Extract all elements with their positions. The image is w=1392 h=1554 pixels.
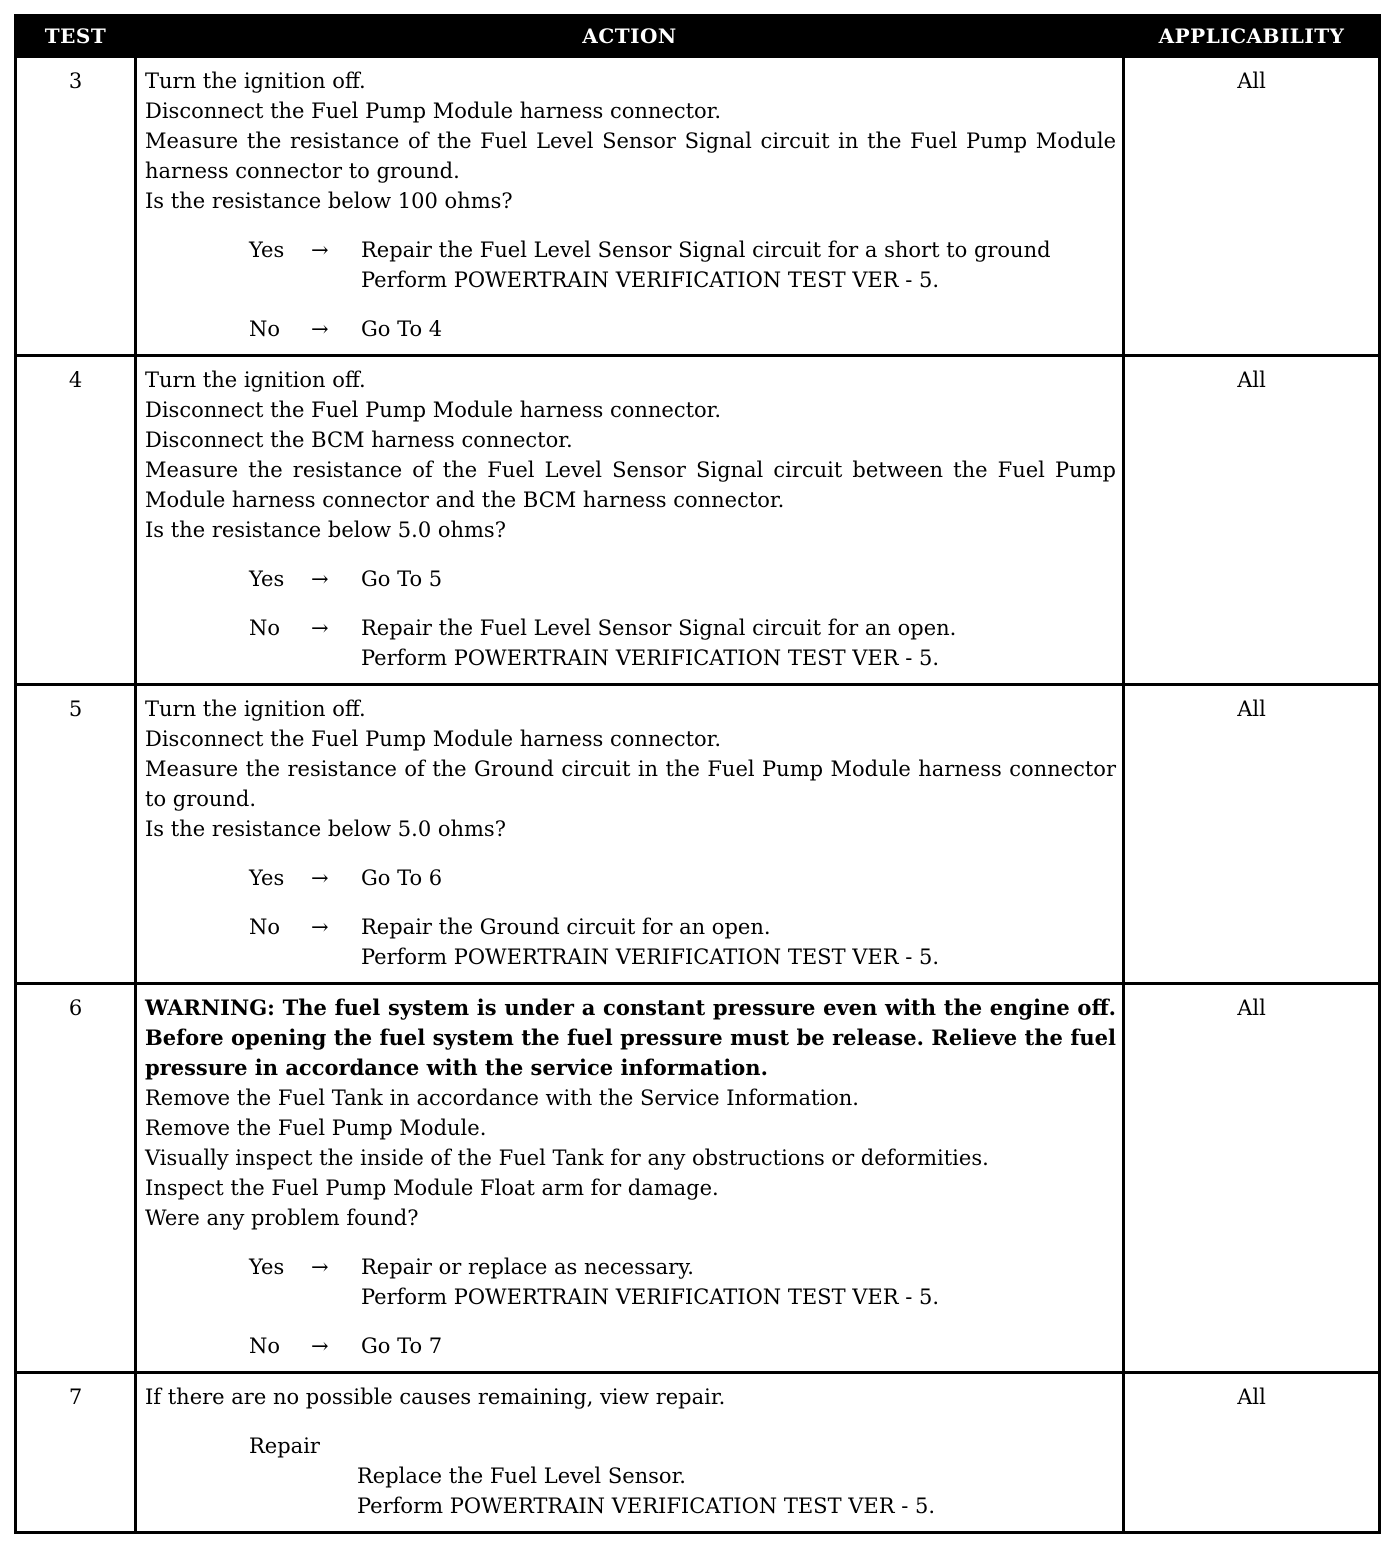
yes-result	[361, 863, 1116, 893]
yes-outcome	[249, 863, 1116, 893]
no-result-line: Perform POWERTRAIN VERIFICATION TEST VER - 5.	[361, 945, 940, 969]
no-result-line: Go To 7	[361, 1334, 443, 1358]
action-step: Remove the Fuel Tank in accordance with the Service Information.	[145, 1086, 859, 1110]
yes-label: Yes	[249, 238, 285, 262]
test-number: 4	[16, 356, 136, 685]
header-applicability: APPLICABILITY	[1124, 16, 1380, 57]
no-result	[361, 613, 1116, 673]
yes-result-line: Repair the Fuel Level Sensor Signal circuit for a short to ground	[361, 238, 1051, 262]
applicability-value: All	[1124, 984, 1380, 1373]
no-result-line: Repair the Fuel Level Sensor Signal circuit for an open.	[361, 616, 957, 640]
yes-result-line: Perform POWERTRAIN VERIFICATION TEST VER - 5.	[361, 268, 940, 292]
no-label: No	[249, 1334, 281, 1358]
yes-label: Yes	[249, 1255, 285, 1279]
repair-line: Replace the Fuel Level Sensor.	[357, 1464, 686, 1488]
no-outcome	[249, 613, 1116, 673]
action-step: Disconnect the Fuel Pump Module harness connector.	[145, 727, 722, 751]
test-number: 5	[16, 685, 136, 984]
yes-outcome	[249, 235, 1116, 295]
arrow-icon: →	[311, 567, 329, 591]
test-row-6	[16, 984, 1380, 1373]
arrow-icon: →	[311, 317, 329, 341]
table-header-row	[16, 16, 1380, 57]
repair-label: Repair	[249, 1434, 320, 1458]
no-label: No	[249, 317, 281, 341]
yes-outcome	[249, 564, 1116, 594]
action-step: Turn the ignition off.	[145, 368, 366, 392]
no-result-line: Go To 4	[361, 317, 443, 341]
repair-body	[357, 1461, 1116, 1521]
action-cell	[136, 356, 1124, 685]
action-step: Is the resistance below 100 ohms?	[145, 189, 513, 213]
action-step: Measure the resistance of the Fuel Level Sensor Signal circuit between the Fuel Pump Module harness connector and the BCM harness connector.	[145, 458, 1116, 512]
yes-outcome	[249, 1252, 1116, 1312]
no-label: No	[249, 616, 281, 640]
no-result	[361, 1331, 1116, 1361]
header-test: TEST	[16, 16, 136, 57]
test-number: 7	[16, 1373, 136, 1533]
yes-result	[361, 1252, 1116, 1312]
no-outcome	[249, 1331, 1116, 1361]
arrow-icon: →	[311, 1334, 329, 1358]
no-result-line: Perform POWERTRAIN VERIFICATION TEST VER - 5.	[361, 646, 940, 670]
action-cell	[136, 984, 1124, 1373]
yes-label: Yes	[249, 866, 285, 890]
yes-result-line: Repair or replace as necessary.	[361, 1255, 694, 1279]
test-row-4	[16, 356, 1380, 685]
diagnostic-test-page	[14, 14, 1378, 1534]
arrow-icon: →	[311, 866, 329, 890]
action-step: Measure the resistance of the Ground circuit in the Fuel Pump Module harness connector to ground.	[145, 757, 1116, 811]
test-number: 6	[16, 984, 136, 1373]
no-outcome	[249, 912, 1116, 972]
action-step: Turn the ignition off.	[145, 697, 366, 721]
action-step: Disconnect the Fuel Pump Module harness connector.	[145, 398, 722, 422]
action-step: Turn the ignition off.	[145, 69, 366, 93]
test-row-3	[16, 57, 1380, 356]
action-cell	[136, 57, 1124, 356]
action-step: Disconnect the BCM harness connector.	[145, 428, 573, 452]
arrow-icon: →	[311, 616, 329, 640]
no-result	[361, 912, 1116, 972]
action-step: Remove the Fuel Pump Module.	[145, 1116, 487, 1140]
applicability-value: All	[1124, 57, 1380, 356]
no-outcome	[249, 314, 1116, 344]
applicability-value: All	[1124, 1373, 1380, 1533]
action-step: Inspect the Fuel Pump Module Float arm for damage.	[145, 1176, 719, 1200]
action-step: Disconnect the Fuel Pump Module harness connector.	[145, 99, 722, 123]
action-step: Is the resistance below 5.0 ohms?	[145, 817, 506, 841]
yes-result-line: Go To 5	[361, 567, 443, 591]
action-cell	[136, 1373, 1124, 1533]
yes-result	[361, 235, 1116, 295]
warning-text: WARNING: The fuel system is under a constant pressure even with the engine off. Before opening the fuel system the fuel pressure must be release. Relieve the fuel pressure in accordance with the service information.	[145, 995, 1116, 1080]
action-cell	[136, 685, 1124, 984]
action-step: Visually inspect the inside of the Fuel Tank for any obstructions or deformities.	[145, 1146, 989, 1170]
action-step: If there are no possible causes remaining, view repair.	[145, 1385, 726, 1409]
action-step: Is the resistance below 5.0 ohms?	[145, 518, 506, 542]
yes-result-line: Go To 6	[361, 866, 443, 890]
applicability-value: All	[1124, 356, 1380, 685]
arrow-icon: →	[311, 1255, 329, 1279]
action-step: Were any problem found?	[145, 1206, 419, 1230]
test-row-5	[16, 685, 1380, 984]
header-action: ACTION	[136, 16, 1124, 57]
applicability-value: All	[1124, 685, 1380, 984]
yes-label: Yes	[249, 567, 285, 591]
no-result-line: Repair the Ground circuit for an open.	[361, 915, 771, 939]
action-step: Measure the resistance of the Fuel Level Sensor Signal circuit in the Fuel Pump Module harness connector to ground.	[145, 129, 1116, 183]
yes-result	[361, 564, 1116, 594]
yes-result-line: Perform POWERTRAIN VERIFICATION TEST VER - 5.	[361, 1285, 940, 1309]
arrow-icon: →	[311, 238, 329, 262]
repair-line: Perform POWERTRAIN VERIFICATION TEST VER - 5.	[357, 1494, 936, 1518]
diagnostic-test-table	[14, 14, 1381, 1534]
test-row-7	[16, 1373, 1380, 1533]
test-number: 3	[16, 57, 136, 356]
no-result	[361, 314, 1116, 344]
no-label: No	[249, 915, 281, 939]
arrow-icon: →	[311, 915, 329, 939]
